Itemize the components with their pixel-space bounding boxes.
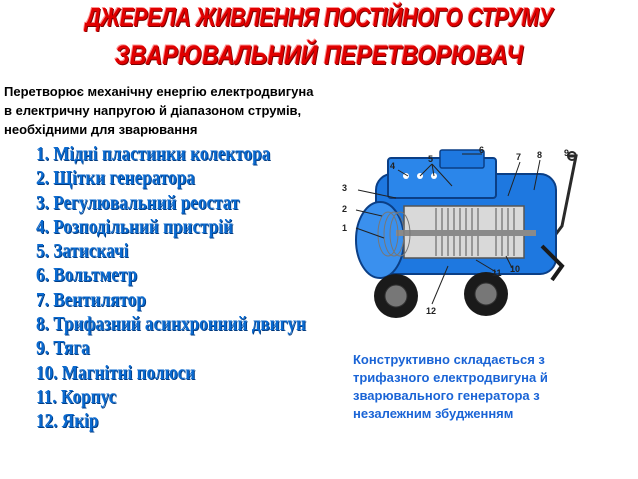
callout-label: 12 [426, 306, 437, 316]
parts-list-item: 12. Якір [36, 410, 99, 433]
parts-list-item: 8. Трифазний асинхронний двигун [36, 313, 306, 336]
callout-label: 9 [564, 148, 570, 158]
callout-label: 8 [537, 150, 543, 160]
callout-label: 11 [492, 268, 502, 278]
callout-label: 3 [342, 183, 348, 193]
parts-list-item: 1. Мідні пластинки колектора [36, 143, 271, 165]
callout-label: 2 [342, 204, 348, 214]
parts-list-item: 9. Тяга [36, 337, 90, 360]
callout-label: 10 [510, 264, 521, 274]
parts-list [36, 143, 350, 435]
parts-list-item: 5. Затискачі [36, 240, 129, 263]
intro-line: Перетворює механічну енергію електродвигуна [4, 84, 314, 99]
callout-label: 7 [516, 152, 522, 162]
caption-line: незалежним збудженням [353, 406, 514, 421]
rear-wheel-hub [475, 283, 497, 305]
welding-converter-diagram [336, 146, 584, 321]
callout-label: 1 [342, 223, 348, 233]
parts-list-item: 3. Регулювальний реостат [36, 191, 240, 214]
caption-line: трифазного електродвигуна й [353, 370, 548, 385]
main-title: ДЖЕРЕЛА ЖИВЛЕННЯ ПОСТІЙНОГО СТРУМУ [85, 2, 553, 32]
parts-list-item: 2. Щітки генератора [36, 167, 195, 190]
intro-line: необхідними для зварювання [4, 122, 198, 137]
voltmeter-box [440, 150, 484, 168]
callout-label: 6 [479, 146, 485, 155]
parts-list-item: 10. Магнітні полюси [36, 361, 196, 384]
subtitle: ЗВАРЮВАЛЬНИЙ ПЕРЕТВОРЮВАЧ [114, 40, 524, 70]
callout-label: 4 [390, 161, 396, 171]
parts-list-item: 7. Вентилятор [36, 288, 146, 311]
caption-line: Конструктивно складається з [353, 352, 545, 367]
construction-caption [353, 351, 603, 423]
parts-list-item: 4. Розподільний пристрій [36, 215, 233, 238]
parts-list-item: 6. Вольтметр [36, 264, 138, 287]
caption-line: зварювального генератора з [353, 388, 540, 403]
shaft [396, 230, 536, 236]
intro-line: в електричну напругою й діапазоном струмів, [4, 103, 302, 118]
intro-text [4, 82, 424, 139]
front-wheel-hub [385, 285, 407, 307]
callout-label: 5 [428, 154, 434, 164]
parts-list-item: 11. Корпус [36, 385, 117, 408]
